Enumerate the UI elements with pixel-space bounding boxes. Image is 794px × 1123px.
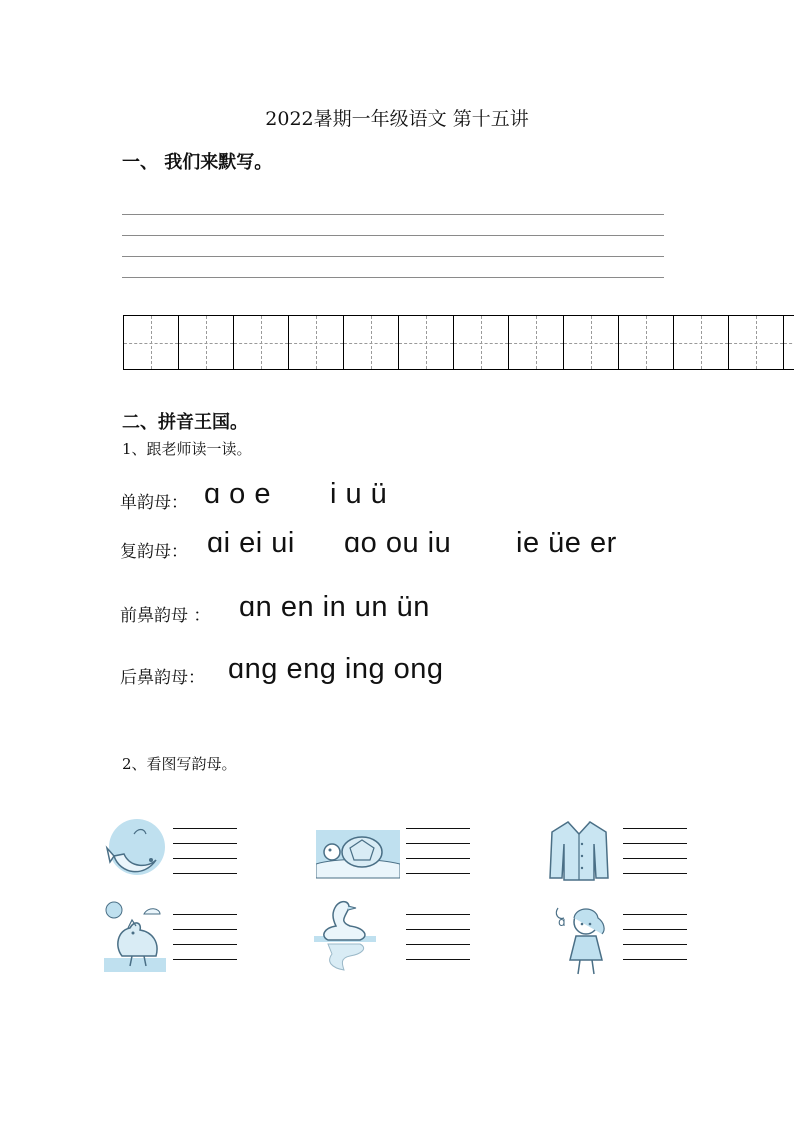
turtle-picture [316,822,400,888]
pinyin-group: ɑn en in un ün [239,591,430,623]
grid-cell[interactable] [729,315,784,370]
goose-picture [314,896,376,962]
answer-lines[interactable] [623,828,687,888]
grid-cell[interactable] [454,315,509,370]
row-label-back-nasal-finals: 后鼻韵母： [120,668,205,688]
section-1-heading: 一、 我们来默写。 [122,152,273,173]
row-label-compound-finals: 复韵母： [120,542,188,562]
answer-lines[interactable] [406,828,470,888]
grid-cell[interactable] [234,315,289,370]
fish-picture [104,816,166,882]
page-title: 2022暑期一年级语文 第十五讲 [265,108,529,130]
svg-text:ɑ: ɑ [558,915,566,929]
grid-cell[interactable] [674,315,729,370]
part-1-label: 1、跟老师读一读。 [122,440,252,458]
rooster-picture [104,900,166,966]
grid-cell[interactable] [344,315,399,370]
grid-cell[interactable] [124,315,179,370]
answer-lines[interactable] [406,914,470,974]
grid-cell[interactable] [619,315,674,370]
answer-lines[interactable] [173,914,237,974]
writing-line [122,256,664,257]
pinyin-group: ɑng eng ing ong [228,653,444,685]
section-2-heading: 二、拼音王国。 [122,412,248,433]
pinyin-group: ɑ o e [204,478,271,510]
pinyin-group: ɑo ou iu [344,527,452,559]
shirt-picture [548,818,610,884]
answer-lines[interactable] [623,914,687,974]
girl-picture [552,900,614,966]
writing-line [122,235,664,236]
row-label-single-finals: 单韵母： [120,493,188,513]
answer-lines[interactable] [173,828,237,888]
grid-cell[interactable] [399,315,454,370]
grid-cell[interactable] [784,315,794,370]
writing-line [122,277,664,278]
writing-line [122,214,664,215]
grid-cell[interactable] [179,315,234,370]
grid-cell[interactable] [564,315,619,370]
grid-cell[interactable] [289,315,344,370]
pinyin-group: i u ü [330,478,388,510]
grid-cell[interactable] [509,315,564,370]
part-2-label: 2、看图写韵母。 [122,755,237,773]
tianzige-grid[interactable] [123,315,794,370]
row-label-front-nasal-finals: 前鼻韵母 ： [120,606,211,626]
pinyin-group: ie üe er [516,527,617,559]
pinyin-group: ɑi ei ui [207,527,295,559]
